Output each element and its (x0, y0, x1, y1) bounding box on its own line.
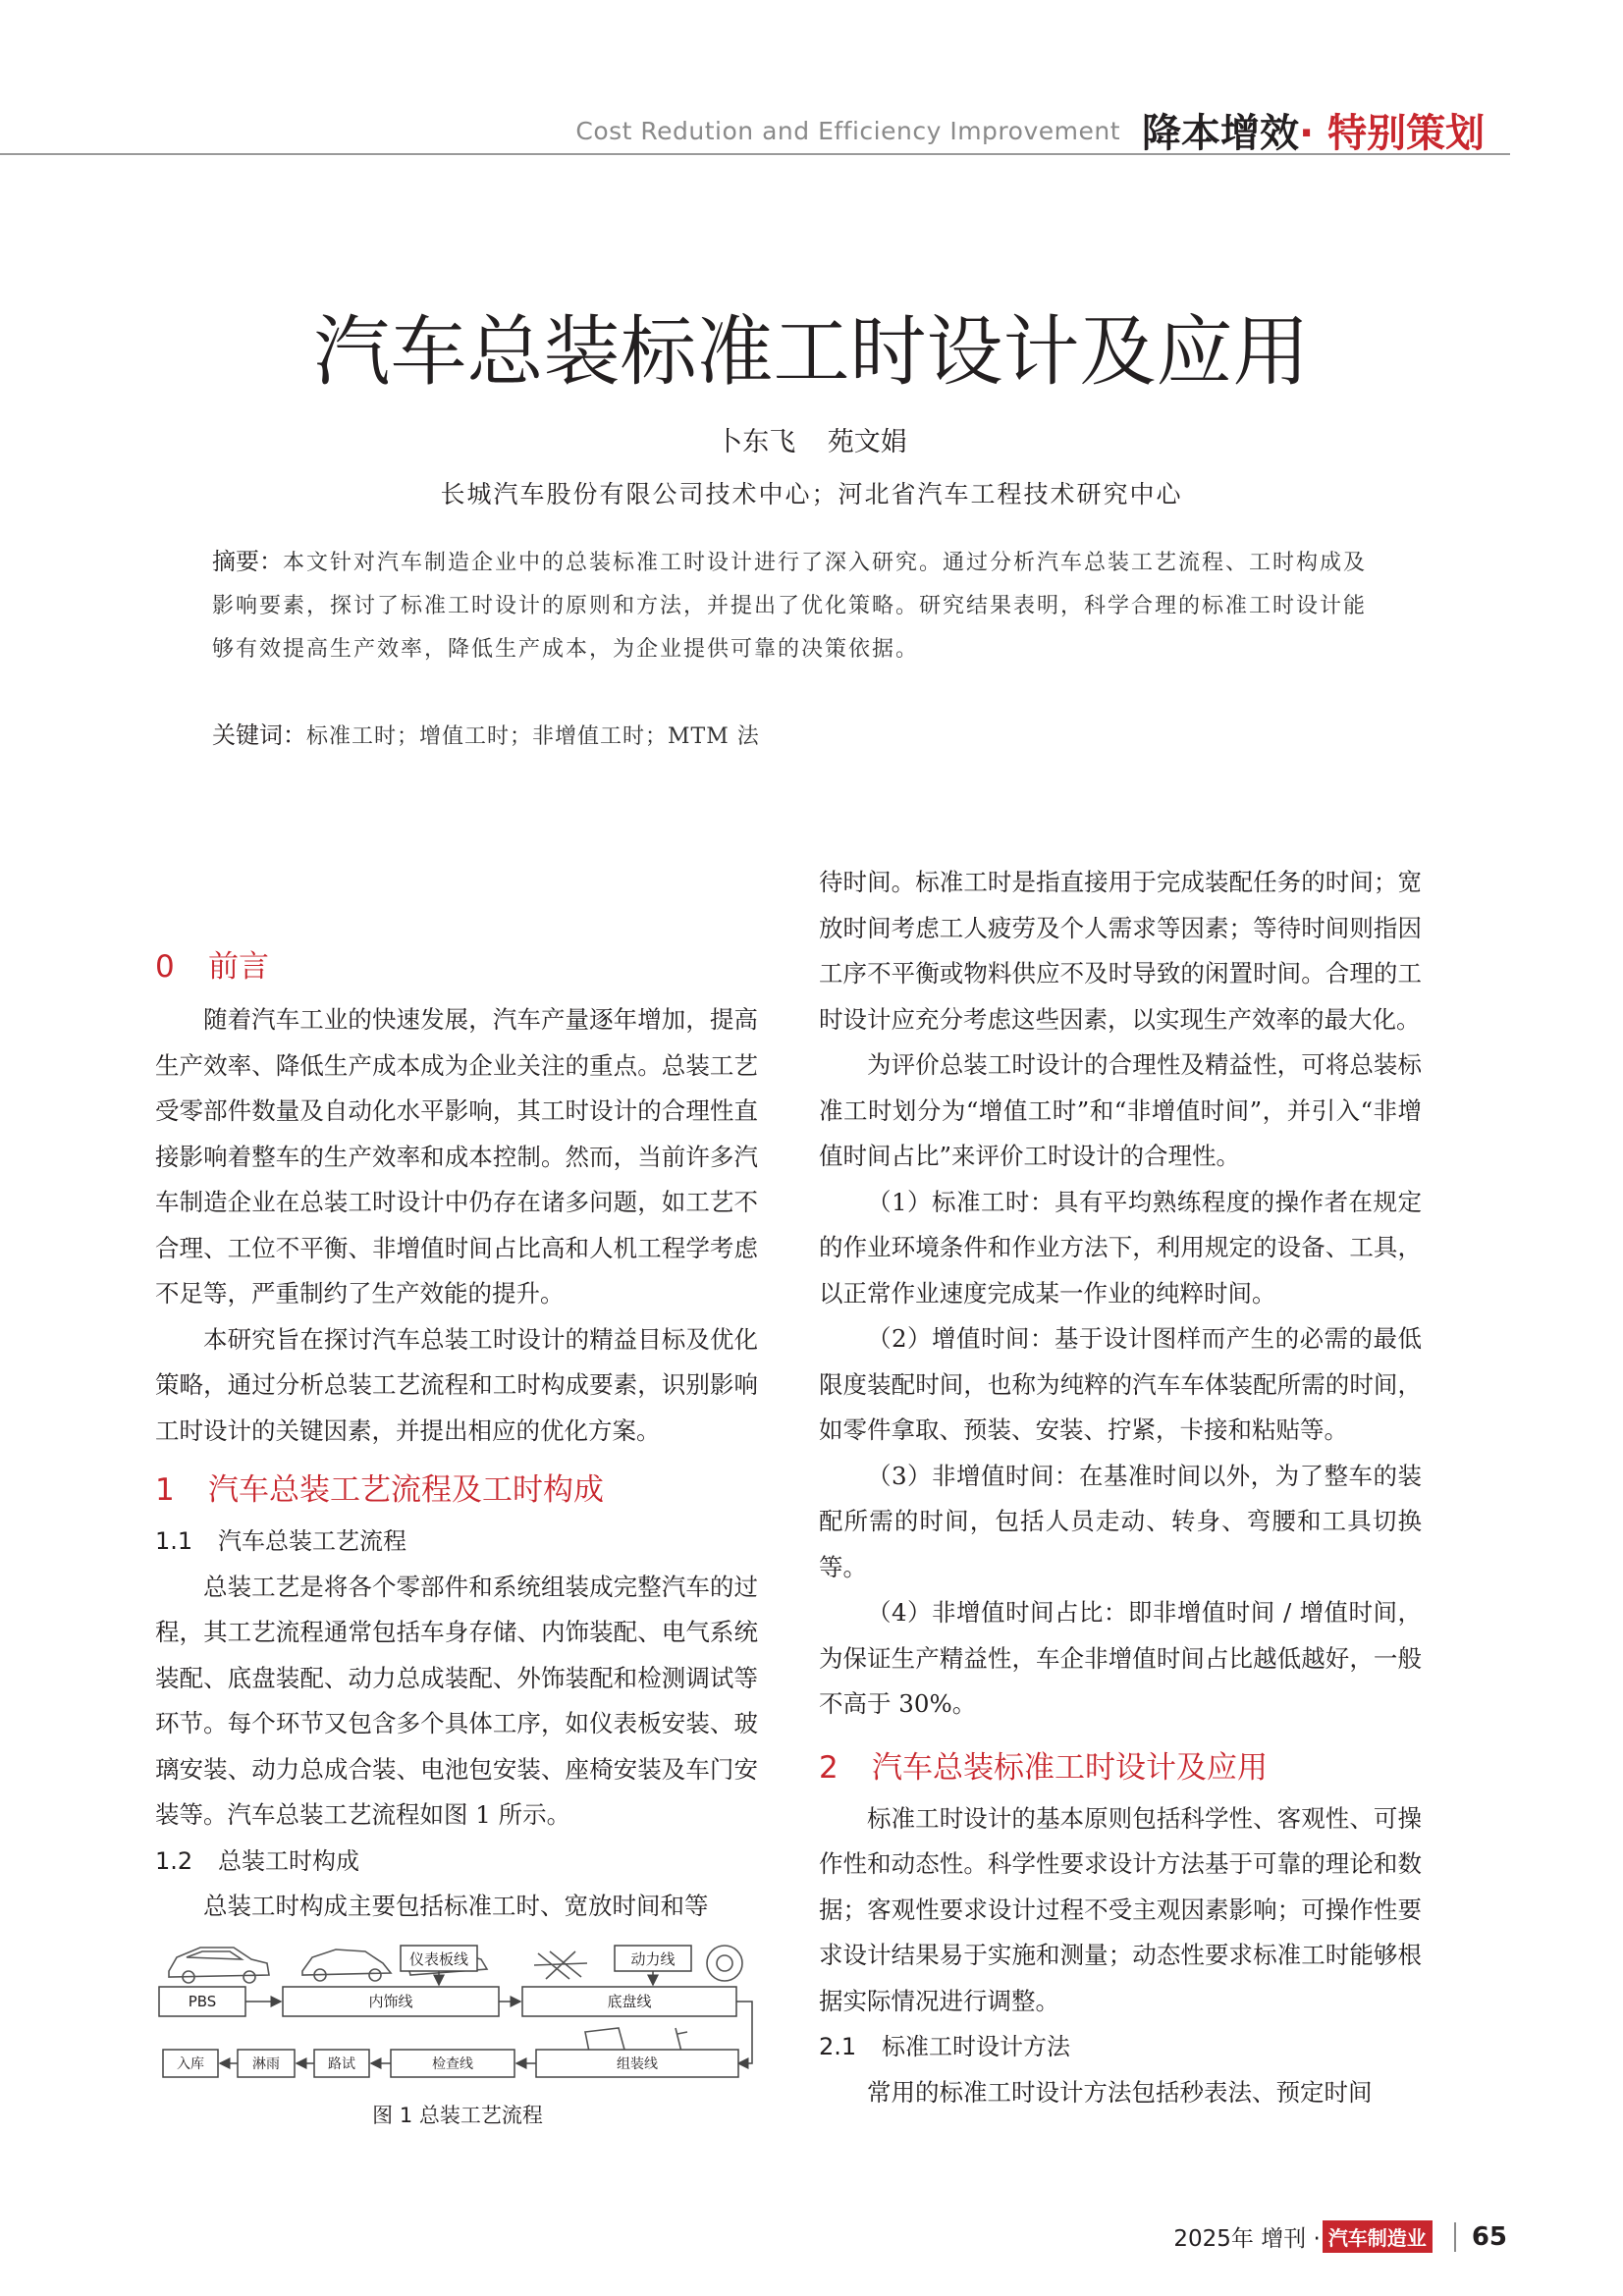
paragraph: 总装工时构成主要包括标准工时、宽放时间和等 (203, 1892, 709, 1920)
header-english-title: Cost Redution and Efficiency Improvement (575, 117, 1120, 145)
issue-label: 2025年 增刊 · (1173, 2226, 1321, 2252)
svg-text:仪表板线: 仪表板线 (408, 1950, 469, 1968)
right-column (819, 860, 1422, 2115)
svg-text:检查线: 检查线 (432, 2056, 473, 2072)
abstract-label: 摘要： (212, 548, 283, 575)
paragraph: （4）非增值时间占比：即非增值时间 / 增值时间，为保证生产精益性，车企非增值时间占比越低越好，一般不高于 30%。 (819, 1598, 1422, 1718)
section-heading-1: 1 汽车总装工艺流程及工时构成 (155, 1472, 604, 1508)
header-column-part1: 降本增效 (1142, 111, 1299, 156)
page-footer (1173, 2220, 1507, 2253)
abstract-text: 本文针对汽车制造企业中的总装标准工时设计进行了深入研究。通过分析汽车总装工艺流程、工时构成及影响要素，探讨了标准工时设计的原则和方法，并提出了优化策略。研究结果表明，科学合理的标准工时设计能够有效提高生产效率，降低生产成本，为企业提供可靠的决策依据。 (212, 551, 1368, 662)
svg-text:路试: 路试 (328, 2056, 355, 2072)
car-body-icon (169, 1948, 269, 1983)
svg-text:组装线: 组装线 (617, 2056, 658, 2072)
powertrain-line-box (615, 1946, 691, 1971)
keywords (212, 714, 1371, 759)
svg-text:入库: 入库 (177, 2056, 204, 2072)
header-column-title (1142, 102, 1485, 158)
paragraph: （2）增值时间：基于设计图样而产生的必需的最低限度装配时间，也称为纯粹的汽车车体装配所需的时间，如零件拿取、预装、安装、拧紧，卡接和粘贴等。 (819, 1324, 1422, 1444)
svg-text:淋雨: 淋雨 (252, 2056, 280, 2072)
door-icon (585, 2028, 624, 2052)
inspection-line-box (391, 2050, 514, 2077)
paragraph: 为评价总装工时设计的合理性及精益性，可将总装标准工时划分为“增值工时”和“非增值时间”，并引入“非增值时间占比”来评价工时设计的合理性。 (819, 1050, 1422, 1170)
rain-test-box (238, 2050, 295, 2077)
svg-text:动力线: 动力线 (630, 1950, 676, 1968)
road-test-box (314, 2050, 369, 2077)
storage-box (163, 2050, 218, 2077)
section-heading-0: 0 前言 (155, 949, 269, 985)
subsection-heading-1-2: 1.2 总装工时构成 (155, 1846, 359, 1875)
wheel-icon (707, 1946, 742, 1981)
chassis-line-box (522, 1987, 736, 2016)
header-column-part2: · 特别策划 (1299, 111, 1486, 156)
subsection-heading-2-1: 2.1 标准工时设计方法 (819, 2033, 1070, 2060)
affiliation: 长城汽车股份有限公司技术中心；河北省汽车工程技术研究中心 (440, 480, 1183, 508)
left-column (155, 942, 758, 1930)
instrument-line-box (401, 1946, 477, 1971)
subsection-heading-1-1: 1.1 汽车总装工艺流程 (155, 1527, 406, 1555)
abstract (212, 540, 1371, 671)
svg-text:内饰线: 内饰线 (368, 1993, 413, 2010)
keywords-label: 关键词： (212, 721, 306, 749)
chassis-icon (534, 1951, 587, 1979)
keywords-text: 标准工时；增值工时；非增值工时；MTM 法 (306, 724, 760, 749)
paragraph: （1）标准工时：具有平均熟练程度的操作者在规定的作业环境条件和作业方法下，利用规定的设备、工具，以正常作业速度完成某一作业的纯粹时间。 (819, 1187, 1422, 1308)
paragraph: 标准工时设计的基本原则包括科学性、客观性、可操作性和动态性。科学性要求设计方法基于可靠的理论和数据；客观性要求设计过程不受主观因素影响；可操作性要求设计结果易于实施和测量；动态性要求标准工时能够根据实际情况进行调整。 (819, 1803, 1422, 2015)
section-heading-2: 2 汽车总装标准工时设计及应用 (819, 1749, 1268, 1786)
paragraph: 待时间。标准工时是指直接用于完成装配任务的时间；宽放时间考虑工人疲劳及个人需求等因素；等待时间则指因工序不平衡或物料供应不及时导致的闲置时间。合理的工时设计应充分考虑这些因素，以实现生产效率的最大化。 (819, 868, 1422, 1034)
authors: 卜东飞 苑文娟 (716, 427, 907, 457)
svg-text:PBS: PBS (188, 1993, 217, 2010)
page-number: 65 (1471, 2221, 1507, 2252)
paragraph: 常用的标准工时设计方法包括秒表法、预定时间 (867, 2077, 1373, 2107)
paragraph: （3）非增值时间：在基准时间以外，为了整车的装配所需的时间，包括人员走动、转身、弯腰和工具切换等。 (819, 1461, 1422, 1581)
paragraph: 随着汽车工业的快速发展，汽车产量逐年增加，提高生产效率、降低生产成本成为企业关注的重点。总装工艺受零部件数量及自动化水平影响，其工时设计的合理性直接影响着整车的生产效率和成本控制。然而，当前许多汽车制造企业在总装工时设计中仍存在诸多问题，如工艺不合理、工位不平衡、非增值时间占比高和人机工程学考虑不足等，严重制约了生产效能的提升。 (155, 1005, 758, 1308)
footer-divider (1454, 2222, 1456, 2252)
interior-line-box (283, 1987, 499, 2016)
magazine-badge: 汽车制造业 (1323, 2220, 1433, 2253)
pbs-box (159, 1987, 245, 2016)
svg-text:底盘线: 底盘线 (607, 1993, 652, 2010)
car-interior-icon (302, 1949, 391, 1981)
paragraph: 总装工艺是将各个零部件和系统组装成完整汽车的过程，其工艺流程通常包括车身存储、内饰装配、电气系统装配、底盘装配、动力总成装配、外饰装配和检测调试等环节。每个环节又包含多个具体工序，如仪表板安装、玻璃安装、动力总成合装、电池包安装、座椅安装及车门安装等。汽车总装工艺流程如图 1 所示。 (155, 1572, 758, 1829)
paragraph: 本研究旨在探讨汽车总装工时设计的精益目标及优化策略，通过分析总装工艺流程和工时构成要素，识别影响工时设计的关键因素，并提出相应的优化方案。 (155, 1324, 758, 1445)
article-title: 汽车总装标准工时设计及应用 (313, 308, 1310, 397)
assembly-line-box (536, 2050, 738, 2077)
figure-1-caption: 图 1 总装工艺流程 (372, 2104, 543, 2127)
seat-icon (676, 2028, 699, 2052)
